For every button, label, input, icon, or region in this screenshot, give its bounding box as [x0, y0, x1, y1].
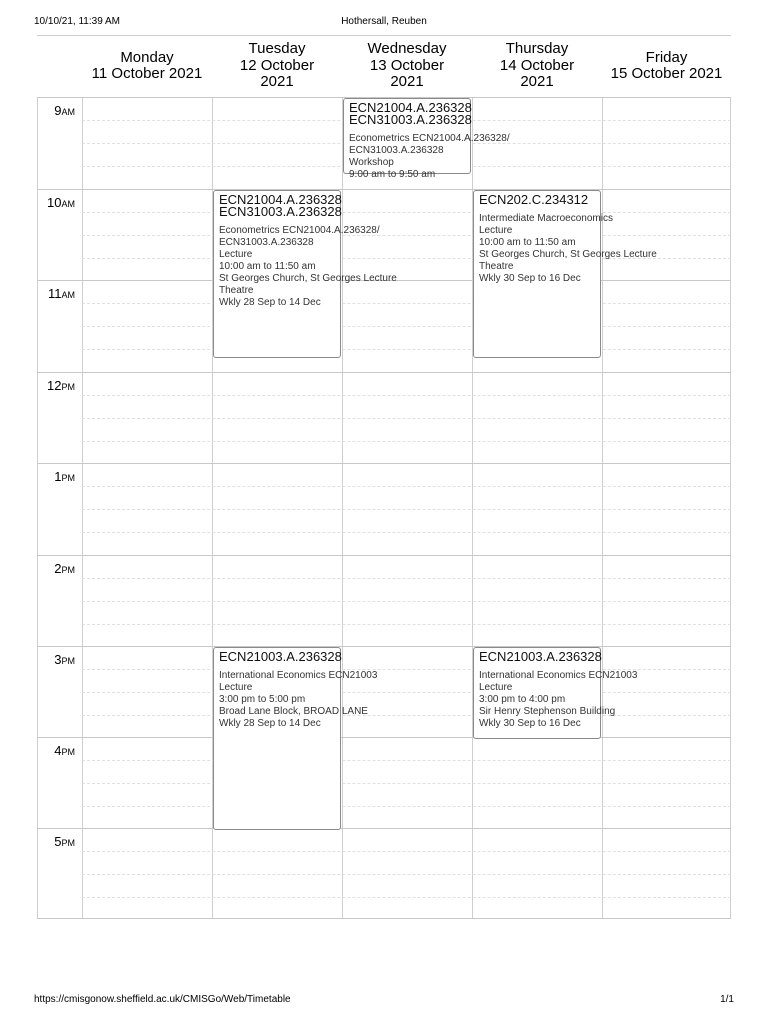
event-title-cont: ECN31003.A.236328	[219, 237, 314, 248]
hour-label-5pm: 5PM	[54, 834, 75, 849]
event-title: International Economics ECN21003	[219, 670, 378, 681]
day-date: 13 October 2021	[369, 56, 445, 91]
quarter-line	[82, 349, 731, 350]
event-code: ECN202.C.234312	[479, 192, 589, 207]
event-international-economics-lecture-tue[interactable]	[213, 647, 378, 830]
event-econometrics-workshop[interactable]	[343, 98, 510, 180]
grid-column-line	[730, 97, 731, 919]
quarter-line	[82, 897, 731, 898]
quarter-line	[82, 601, 731, 602]
day-name: Wednesday	[367, 40, 447, 58]
hour-label-4pm: 4PM	[54, 743, 75, 758]
event-code: ECN31003.A.236328	[349, 112, 472, 127]
event-title: Econometrics ECN21004.A.236328/	[219, 225, 380, 236]
hour-label-3pm: 3PM	[54, 652, 75, 667]
page-url: https://cmisgonow.sheffield.ac.uk/CMISGo/Web/Timetable	[34, 994, 291, 1005]
event-details	[349, 133, 510, 181]
quarter-line	[82, 760, 731, 761]
hour-label-11am: 11AM	[48, 286, 75, 301]
event-title: International Economics ECN21003	[479, 670, 638, 681]
hour-line	[37, 828, 731, 829]
hour-label-10am: 10AM	[47, 195, 75, 210]
event-international-economics-lecture-thu[interactable]	[473, 647, 638, 739]
quarter-line	[82, 395, 731, 396]
event-details	[479, 670, 638, 730]
day-header-tuesday	[212, 35, 342, 97]
event-type: Workshop	[349, 157, 394, 168]
print-header	[34, 16, 734, 30]
event-time: 3:00 pm to 5:00 pm	[219, 694, 306, 705]
day-name: Monday	[120, 48, 174, 66]
quarter-line	[82, 692, 731, 693]
event-details	[219, 670, 378, 730]
event-code: ECN21003.A.236328	[219, 649, 342, 664]
day-date: 11 October 2021	[91, 65, 203, 82]
page-number: 1/1	[720, 994, 734, 1005]
day-name: Friday	[645, 48, 688, 66]
quarter-line	[82, 418, 731, 419]
quarter-line	[82, 509, 731, 510]
event-weeks: Wkly 28 Sep to 14 Dec	[219, 718, 321, 729]
hour-line	[37, 372, 731, 373]
event-weeks: Wkly 28 Sep to 14 Dec	[219, 297, 321, 308]
weekly-timetable	[37, 35, 731, 919]
hour-label-1pm: 1PM	[54, 469, 75, 484]
quarter-line	[82, 806, 731, 807]
grid-column-line	[37, 97, 38, 919]
hour-line	[37, 737, 731, 738]
event-weeks: Wkly 30 Sep to 16 Dec	[479, 273, 581, 284]
quarter-line	[82, 303, 731, 304]
day-header-thursday	[472, 35, 602, 97]
quarter-line	[82, 783, 731, 784]
event-code: ECN21004.A.236328	[349, 100, 472, 115]
event-location: Sir Henry Stephenson Building	[479, 706, 616, 717]
quarter-line	[82, 326, 731, 327]
print-footer	[34, 994, 734, 1008]
hour-label-9am: 9AM	[54, 103, 75, 118]
event-location-cont: Theatre	[219, 285, 254, 296]
day-header-monday	[82, 35, 212, 97]
quarter-line	[82, 851, 731, 852]
quarter-line	[82, 624, 731, 625]
quarter-line	[82, 441, 731, 442]
grid-column-line	[82, 97, 83, 919]
event-code: ECN21004.A.236328	[219, 192, 342, 207]
hour-line	[37, 189, 731, 190]
print-timestamp: 10/10/21, 11:39 AM	[34, 16, 120, 27]
event-type: Lecture	[479, 682, 513, 693]
grid-column-line	[342, 97, 343, 919]
event-type: Lecture	[219, 682, 253, 693]
event-location: Broad Lane Block, BROAD LANE	[219, 706, 368, 717]
event-code: ECN21003.A.236328	[479, 649, 602, 664]
day-date: 12 October 2021	[239, 56, 315, 91]
hour-line	[37, 463, 731, 464]
event-location: St Georges Church, St Georges Lecture	[219, 273, 397, 284]
quarter-line	[82, 486, 731, 487]
quarter-line	[82, 212, 731, 213]
event-location: St Georges Church, St Georges Lecture	[479, 249, 657, 260]
quarter-line	[82, 235, 731, 236]
event-weeks: Wkly 30 Sep to 16 Dec	[479, 718, 581, 729]
student-name: Hothersall, Reuben	[341, 16, 427, 27]
event-details	[219, 225, 397, 309]
quarter-line	[82, 532, 731, 533]
event-type: Lecture	[479, 225, 513, 236]
event-econometrics-lecture[interactable]	[213, 190, 397, 358]
quarter-line	[82, 715, 731, 716]
hour-label-2pm: 2PM	[54, 561, 75, 576]
day-name: Tuesday	[248, 40, 306, 58]
quarter-line	[82, 578, 731, 579]
day-header-friday	[602, 35, 731, 97]
event-location-cont: Theatre	[479, 261, 514, 272]
event-time: 9:00 am to 9:50 am	[349, 169, 436, 180]
bottom-line	[37, 918, 731, 919]
event-time: 10:00 am to 11:50 am	[219, 261, 316, 272]
event-code: ECN31003.A.236328	[219, 204, 342, 219]
day-date: 15 October 2021	[610, 65, 723, 82]
event-time: 3:00 pm to 4:00 pm	[479, 694, 566, 705]
event-details	[479, 213, 657, 285]
hour-line	[37, 555, 731, 556]
event-type: Lecture	[219, 249, 253, 260]
event-title: Econometrics ECN21004.A.236328/	[349, 133, 510, 144]
day-date: 14 October 2021	[499, 56, 575, 91]
event-title-cont: ECN31003.A.236328	[349, 145, 444, 156]
event-title: Intermediate Macroeconomics	[479, 213, 613, 224]
hour-label-12pm: 12PM	[47, 378, 75, 393]
day-header-wednesday	[342, 35, 472, 97]
event-time: 10:00 am to 11:50 am	[479, 237, 576, 248]
event-macroeconomics-lecture[interactable]	[473, 190, 657, 358]
day-name: Thursday	[505, 40, 569, 58]
quarter-line	[82, 874, 731, 875]
hour-line	[37, 646, 731, 647]
